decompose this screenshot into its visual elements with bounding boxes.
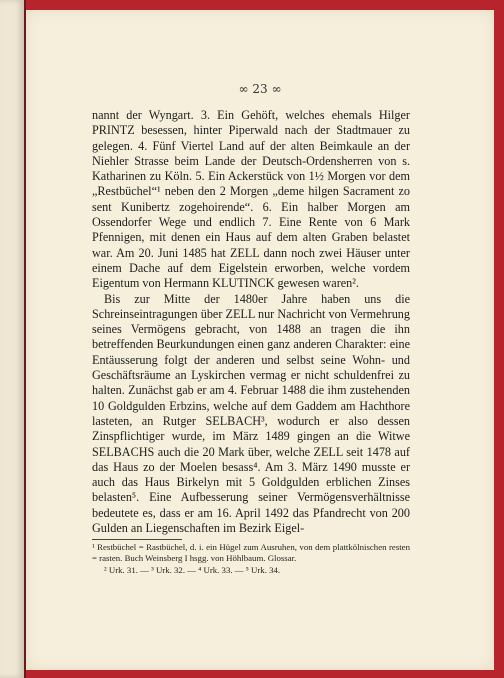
footnote-rule [92, 539, 182, 540]
text-block [92, 108, 410, 575]
paragraph-1: nannt der Wyngart. 3. Ein Gehöft, welches ehemals Hilger PRINTZ besessen, hinter Piperwald nach der Stadtmauer zu gelegen. 4. Fünf Viertel Land auf der alten Beimkaule an der Niehler Strasse beim Lande der Deutsch-Ordensherren von s. Katharinen zu Köln. 5. Ein Ackerstück von 1½ Morgen vor dem „Restbüchel“¹ neben den 2 Morgen „deme hilgen Sacrament zo sent Kunibertz zogehoirende“. 6. Ein halber Morgen am Ossendorfer Wege und endlich 7. Eine Rente von 6 Mark Pfennigen, mit denen ein Haus auf dem alten Graben belastet war. Am 20. Juni 1485 hat ZELL dann noch zwei Häuser unter einem Dache auf dem Eigelstein erworben, welche vordem Eigentum von Hermann KLUTINCK gewesen waren². [92, 108, 410, 291]
body-text [92, 108, 410, 536]
footnotes [92, 539, 410, 575]
page-number: ∞ 23 ∞ [238, 82, 282, 96]
book-page [26, 10, 494, 670]
footnote-references: ² Urk. 31. — ³ Urk. 32. — ⁴ Urk. 33. — ⁵ Urk. 34. [104, 564, 281, 575]
footnote-1: ¹ Restbüchel = Rastbüchel, d. i. ein Hügel zum Ausruhen, von dem plattkölnischen resten = rasten. Buch Weinsberg I hsgg. von Höhlbaum. Glossar. [92, 542, 410, 563]
paragraph-2: Bis zur Mitte der 1480er Jahre haben uns die Schreinseintragungen über ZELL nur Nachricht von Vermehrung seines Vermögens gebracht, von 1488 an tragen die ihn betreffenden Beurkundungen einen ganz anderen Charakter: eine Entäusserung folgt der anderen und selbst seine Wohn- und Geschäftsräume an Lyskirchen vermag er nicht schuldenfrei zu halten. Zunächst gab er am 4. Februar 1488 die ihm zustehenden 10 Goldgulden Erbzins, welche auf dem Gaddem am Hachthore lasteten, an Rutger SELBACH³, wodurch er also dessen Zinspflichtiger wurde, im März 1489 gingen an die Witwe SELBACHS auch die 20 Mark über, welche ZELL seit 1478 auf das Haus zo der Moelen besass⁴. Am 3. März 1490 musste er auch das Haus Birkelyn mit 5 Goldgulden erblichen Zinses belasten⁵. Eine Aufbesserung seiner Vermögensverhältnisse bedeutete es, dass er am 16. April 1492 das Pfandrecht von 200 Gulden an Liegenschaften im Bezirk Eigel- [92, 291, 410, 536]
facing-page-edge [0, 0, 26, 678]
